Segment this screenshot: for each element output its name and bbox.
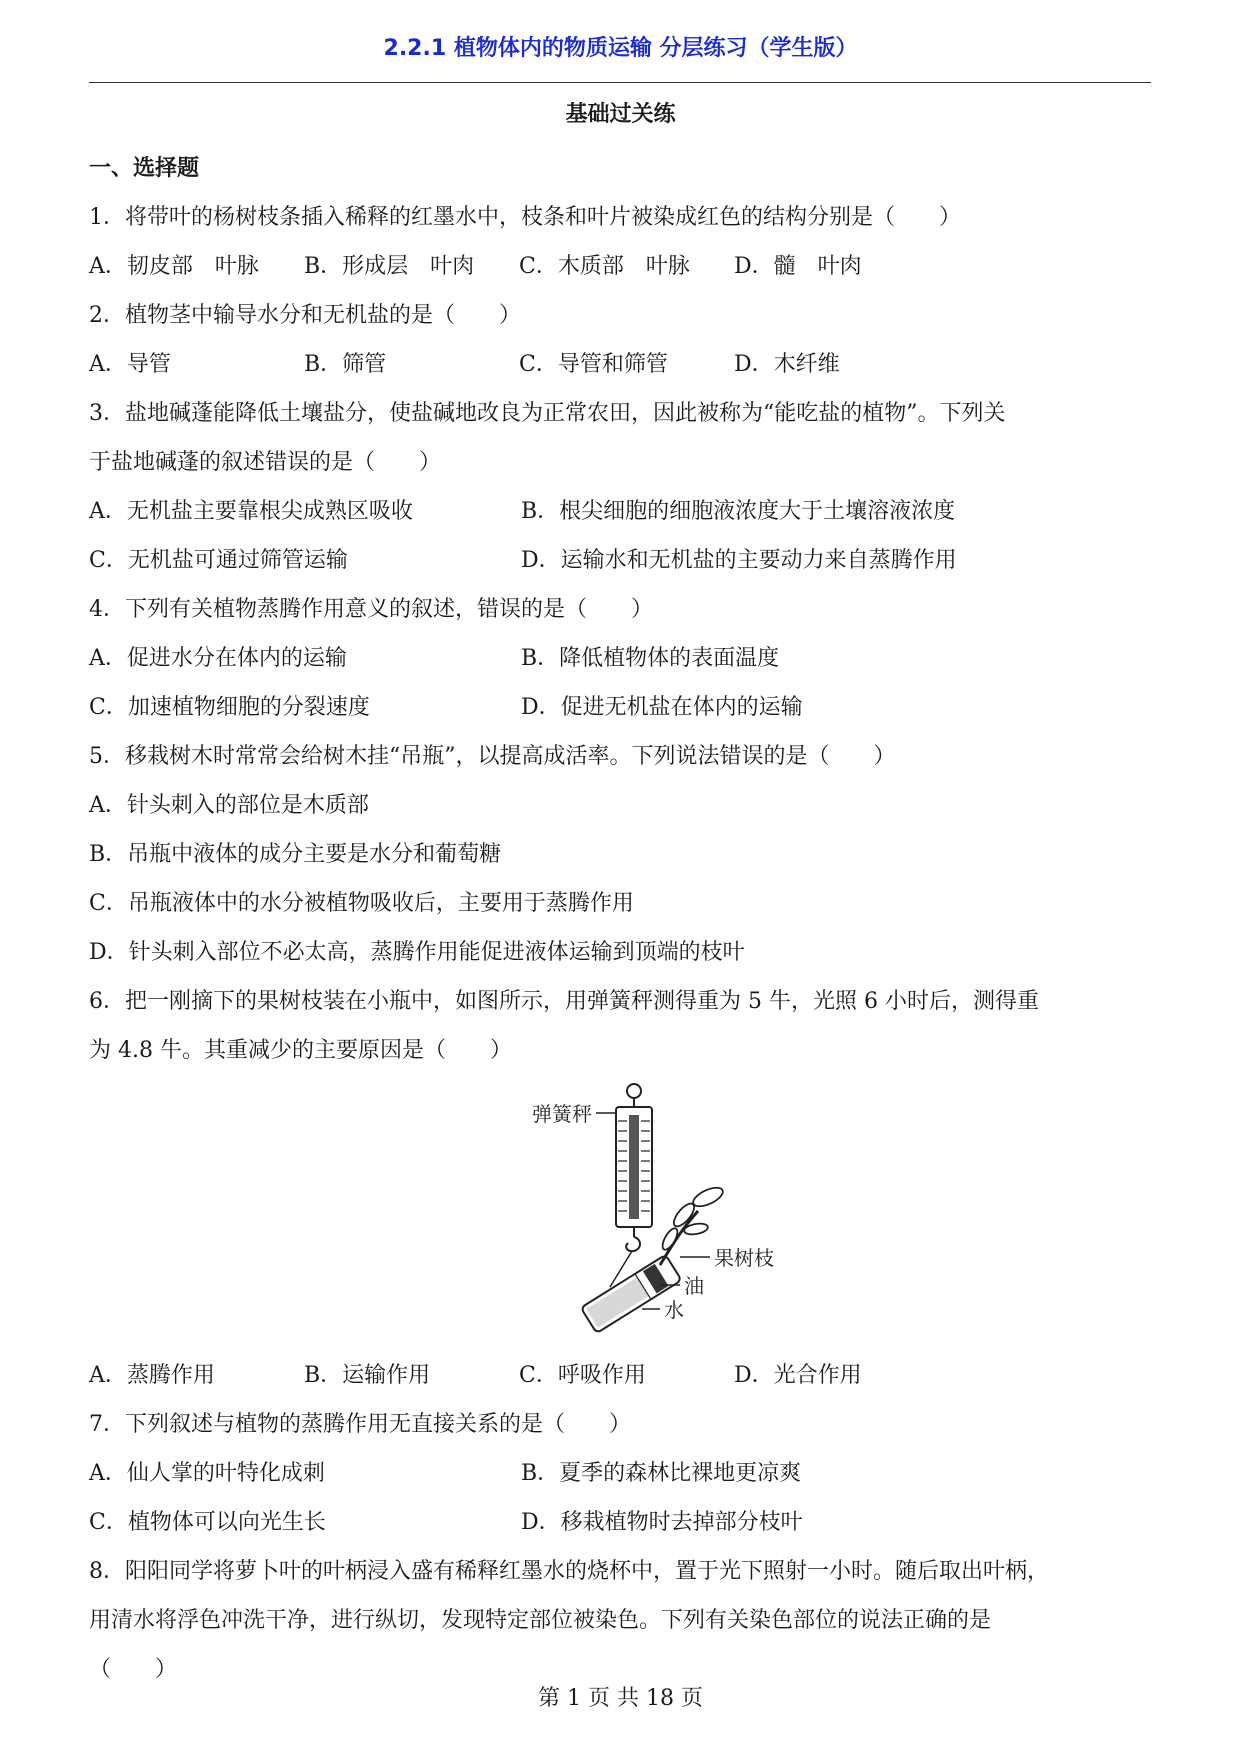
question-7-option-d: D．移栽植物时去掉部分枝叶 [521, 1510, 803, 1535]
question-3-option-a: A．无机盐主要靠根尖成熟区吸收 [89, 499, 413, 524]
spring-scale-figure [89, 1079, 1151, 1351]
question-6-option-c: C．呼吸作用 [519, 1363, 646, 1388]
label-water: 水 [664, 1298, 684, 1322]
question-1-options [89, 242, 1151, 291]
question-3-options-row-2 [89, 536, 1151, 585]
question-1-option-c: C．木质部 叶脉 [519, 254, 690, 279]
question-6-stem-line-1: 6．把一刚摘下的果树枝装在小瓶中，如图所示，用弹簧秤测得重为 5 牛，光照 6 小时后，测得重 [89, 989, 1039, 1014]
question-4-stem: 4．下列有关植物蒸腾作用意义的叙述，错误的是（ ） [89, 597, 653, 622]
question-7-stem: 7．下列叙述与植物的蒸腾作用无直接关系的是（ ） [89, 1412, 631, 1437]
question-2-option-b: B．筛管 [304, 352, 387, 377]
question-5-option-a: A．针头刺入的部位是木质部 [89, 793, 369, 818]
question-2-option-a: A．导管 [89, 352, 171, 377]
page-footer: 第 1 页 共 18 页 [538, 1686, 703, 1711]
question-list [89, 144, 1151, 1694]
question-6-stem-line-2: 为 4.8 牛。其重减少的主要原因是（ ） [89, 1038, 512, 1063]
question-4-option-d: D．促进无机盐在体内的运输 [521, 695, 803, 720]
question-6-option-a: A．蒸腾作用 [89, 1363, 215, 1388]
document-header: 2.2.1 植物体内的物质运输 分层练习（学生版） [383, 36, 858, 61]
label-fruit-branch: 果树枝 [714, 1246, 774, 1270]
question-2-options [89, 340, 1151, 389]
header-rule [89, 82, 1151, 83]
spring-scale-diagram [484, 1079, 814, 1341]
question-7-option-a: A．仙人掌的叶特化成刺 [89, 1461, 325, 1486]
question-4-option-a: A．促进水分在体内的运输 [89, 646, 347, 671]
question-8-stem-line-2: 用清水将浮色冲洗干净，进行纵切，发现特定部位被染色。下列有关染色部位的说法正确的是 [89, 1608, 992, 1633]
question-2-option-c: C．导管和筛管 [519, 352, 668, 377]
question-4-options-row-2 [89, 683, 1151, 732]
question-4-options-row-1 [89, 634, 1151, 683]
question-5-option-d: D．针头刺入部位不必太高，蒸腾作用能促进液体运输到顶端的枝叶 [89, 940, 745, 965]
question-2-stem: 2．植物茎中输导水分和无机盐的是（ ） [89, 303, 521, 328]
question-1-option-a: A．韧皮部 叶脉 [89, 254, 259, 279]
question-7-options-row-1 [89, 1449, 1151, 1498]
question-6-option-b: B．运输作用 [304, 1363, 431, 1388]
question-3-options-row-1 [89, 487, 1151, 536]
question-2-option-d: D．木纤维 [734, 352, 840, 377]
question-4-option-b: B．降低植物体的表面温度 [521, 646, 780, 671]
question-8-stem-line-1: 8．阳阳同学将萝卜叶的叶柄浸入盛有稀释红墨水的烧杯中，置于光下照射一小时。随后取出叶柄， [89, 1559, 1050, 1584]
question-5-option-c: C．吊瓶液体中的水分被植物吸收后，主要用于蒸腾作用 [89, 891, 634, 916]
section-title: 基础过关练 [565, 102, 676, 127]
label-oil: 油 [684, 1274, 704, 1298]
question-6-options [89, 1351, 1151, 1400]
question-7-options-row-2 [89, 1498, 1151, 1547]
question-6-option-d: D．光合作用 [734, 1363, 862, 1388]
question-4-option-c: C．加速植物细胞的分裂速度 [89, 695, 370, 720]
question-3-option-c: C．无机盐可通过筛管运输 [89, 548, 348, 573]
part-title: 一、选择题 [89, 156, 200, 181]
question-5-option-b: B．吊瓶中液体的成分主要是水分和葡萄糖 [89, 842, 502, 867]
question-8-stem-line-3: （ ） [89, 1657, 178, 1682]
label-spring-scale: 弹簧秤 [532, 1102, 592, 1126]
question-3-option-b: B．根尖细胞的细胞液浓度大于土壤溶液浓度 [521, 499, 956, 524]
question-5-stem: 5．移栽树木时常常会给树木挂“吊瓶”，以提高成活率。下列说法错误的是（ ） [89, 744, 896, 769]
question-1-option-d: D．髓 叶肉 [734, 254, 862, 279]
question-1-stem: 1．将带叶的杨树枝条插入稀释的红墨水中，枝条和叶片被染成红色的结构分别是（ ） [89, 205, 962, 230]
question-7-option-c: C．植物体可以向光生长 [89, 1510, 326, 1535]
question-1-option-b: B．形成层 叶肉 [304, 254, 475, 279]
question-3-stem-line-2: 于盐地碱蓬的叙述错误的是（ ） [89, 450, 442, 475]
question-7-option-b: B．夏季的森林比裸地更凉爽 [521, 1461, 802, 1486]
question-3-stem-line-1: 3．盐地碱蓬能降低土壤盐分，使盐碱地改良为正常农田，因此被称为“能吃盐的植物”。下列关 [89, 401, 1006, 426]
question-3-option-d: D．运输水和无机盐的主要动力来自蒸腾作用 [521, 548, 957, 573]
